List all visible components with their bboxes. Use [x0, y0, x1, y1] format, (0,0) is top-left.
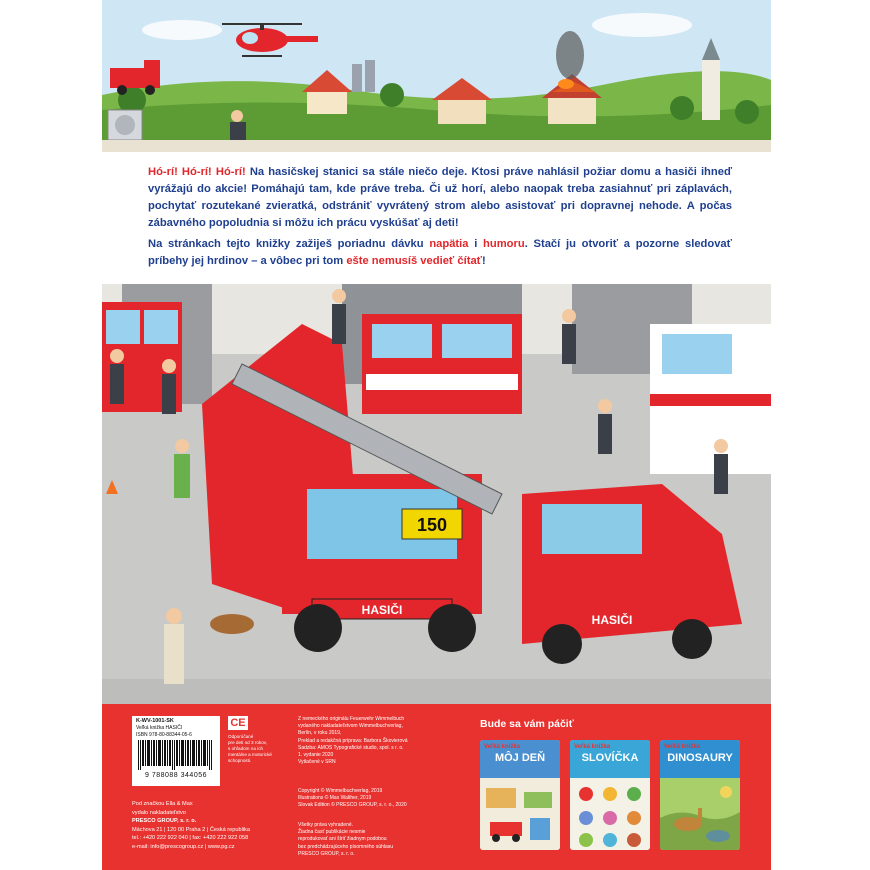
product-code: K-WV-1001-SK [136, 718, 174, 724]
book-cover-illustration [480, 778, 560, 850]
recommended-book-slovicka[interactable] [570, 740, 650, 850]
isbn: ISBN 978-80-88344-05-6 [136, 732, 192, 738]
book-title: SLOVÍČKA [581, 752, 639, 764]
publisher-line: tel.: +420 222 922 040 | fax: +420 222 922 058 [132, 835, 249, 841]
van-label: HASIČI [591, 613, 633, 627]
rights-line: PRESCO GROUP, s. r. o. [298, 850, 355, 857]
rights-line: Všetky práva vyhradené. [298, 822, 354, 828]
barcode-icon [138, 740, 214, 770]
publisher-line: vydalo nakladateľstvo [132, 809, 186, 816]
barcode-title: Veľká knižka HASIČI [136, 725, 183, 731]
back-cover-blurb [102, 152, 771, 284]
book-cover-illustration [660, 778, 740, 850]
truck-label: HASIČI [361, 603, 403, 617]
credits [298, 716, 458, 766]
rights-notice [298, 822, 458, 858]
copyright-line: Slovak Edition © PRESCO GROUP, s. r. o., 2020 [298, 802, 407, 809]
barcode-number: 9 788088 344056 [145, 772, 207, 779]
book-series-label: Veľká knižka [574, 744, 611, 750]
book-title: DINOSAURY [667, 752, 733, 764]
age-line: schopnosti. [228, 758, 252, 763]
copyright [298, 788, 458, 810]
imprint-footer [102, 704, 771, 870]
publisher-line: PRESCO GROUP, s. r. o. [132, 818, 197, 824]
barcode-box [132, 716, 220, 786]
credits-line: vydaného nakladateľstvom Wimmelbuchverlag, [298, 723, 403, 730]
copyright-line: Illustrations © Max Walther, 2019 [298, 795, 372, 802]
village-illustration [102, 0, 771, 152]
age-line: s ohľadom na ich [228, 746, 264, 751]
blurb-text: i [468, 238, 484, 250]
book-cover-illustration [570, 778, 650, 850]
blurb-lead: Hó-rí! Hó-rí! Hó-rí! [148, 166, 246, 178]
age-line: Odporúčané [228, 734, 254, 739]
ce-mark-icon: CE [228, 716, 248, 730]
publisher-line: Máchova 21 | 120 00 Praha 2 | Česká republika [132, 826, 250, 833]
rights-line: bez predchádzajúceho písomného súhlasu [298, 843, 394, 850]
blurb-text: Na stránkach tejto knižky zažiješ poriadnu dávku [148, 238, 430, 250]
book-series-label: Veľká knižka [484, 744, 521, 750]
recommendation-title: Bude sa vám páčiť [480, 718, 574, 730]
copyright-line: Copyright © Wimmelbuchverlag, 2019 [298, 788, 383, 794]
blurb-highlight: ešte nemusíš vedieť čítať [346, 255, 483, 267]
credits-line: Preklad a redakčná príprava: Barbora Škovierová [298, 737, 408, 744]
book-series-label: Veľká knižka [664, 744, 701, 750]
age-line: pre deti od 3 rokov, [228, 740, 267, 745]
book-title: MÔJ DEŇ [494, 752, 546, 764]
blurb-text: Na hasičskej stanici sa stále niečo deje. Ktosi práve nahlásil požiar domu a hasiči ihneď vyrážajú do akcie! Pomáhajú tam, kde práve treba. Či už horí, alebo naopak treba zasiahnuť pri záplavách, pochytať rozutekané zvieratká, odstrániť vyvrátený strom alebo asistovať pri dopravnej nehode. A počas zábavného popoludnia si môžu ich prácu vyskúšať aj deti! [148, 166, 732, 229]
blurb-text: . Stačí ju otvoriť a pozorne sledovať príbehy jej hrdinov – a vôbec pri tom [148, 238, 733, 267]
publisher-line: Pod značkou Ella & Max [132, 801, 193, 807]
blurb-text: ! [482, 255, 486, 267]
fire-station-illustration [102, 284, 771, 704]
publisher-info [132, 800, 302, 851]
credits-line: Z nemeckého originálu Feuerwehr Wimmelbuch [298, 716, 405, 722]
blurb-paragraph-2 [148, 236, 732, 270]
recommended-book-dinosaury[interactable] [660, 740, 740, 850]
blurb-paragraph-1 [148, 164, 732, 232]
age-line: mentálne a motorické [228, 752, 272, 757]
rights-line: Žiadna časť publikácie nesmie [298, 829, 366, 836]
credits-line: Sadzba: AMOS Typografické studio, spol. s r. o. [298, 744, 404, 751]
credits-line: Berlín, v roku 2019, [298, 730, 342, 737]
truck-number: 150 [416, 515, 448, 535]
back-cover [102, 0, 771, 870]
credits-line: Vytlačené v SRN [298, 759, 336, 766]
rights-line: reprodukovať ani šíriť žiadnym podobou [298, 836, 387, 843]
publisher-line: e-mail: info@prescogroup.cz | www.pg.cz [132, 843, 235, 850]
recommended-book-moj-den[interactable] [480, 740, 560, 850]
age-recommendation [228, 734, 284, 764]
blurb-highlight: napätia [429, 238, 469, 250]
credits-line: 1. vydanie 2020 [298, 752, 334, 759]
blurb-highlight: humoru [483, 238, 525, 250]
